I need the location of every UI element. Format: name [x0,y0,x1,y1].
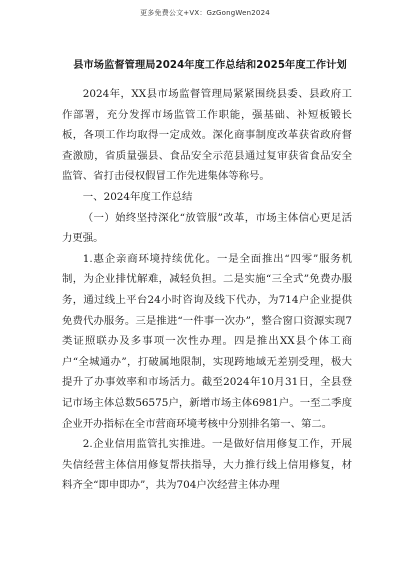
document-title: 县市场监督管理局2024年度工作总结和2025年度工作计划 [73,60,347,71]
body-paragraph: 1.惠企亲商环境持续优化。一是全面推出“四零”服务机制，为企业排忧解难，减轻负担。二是实施“三全式”免费办服务，通过线上平台24小时咨询及线下代办，为714户企业提供免费代办服务。三是推进“一件事一次办”，整合窗口资源实现7类证照联办及多事项一次性办理。四是推出XX县个体工商户“全城通办”，打破属地限制，实现跨地域无差别受理，极大提升了办事效率和市场活力。截至2024年10月31日，全县登记市场主体总数56575户，新增市场主体6981户。一至二季度企业开办指标在全市营商环境考核中分别排名第一、第二。 [62,252,352,430]
section-heading: 一、2024年度工作总结 [82,190,193,203]
document-body [62,84,352,496]
body-paragraph: 2.企业信用监管扎实推进。一是做好信用修复工作，开展失信经营主体信用修复帮扶指导，大力推行线上信用修复，材料齐全“即申即办”，共为704户次经营主体办理 [62,438,352,492]
intro-paragraph: 2024年，XX县市场监督管理局紧紧围绕县委、县政府工作部署，充分发挥市场监管工作职能，强基础、补短板锻长板，各项工作均取得一定成效。深化商事制度改革获省政府督查激励，省质量强县、食品安全示范县通过复审获省食品安全监管、省打击侵权假冒工作先进集体等称号。 [62,88,352,183]
subsection-heading: （一）始终坚持深化“放管服”改革，市场主体信心更足活力更强。 [62,211,352,245]
header-note: 更多免费公文+VX：GzGongWen2024 [140,9,270,17]
